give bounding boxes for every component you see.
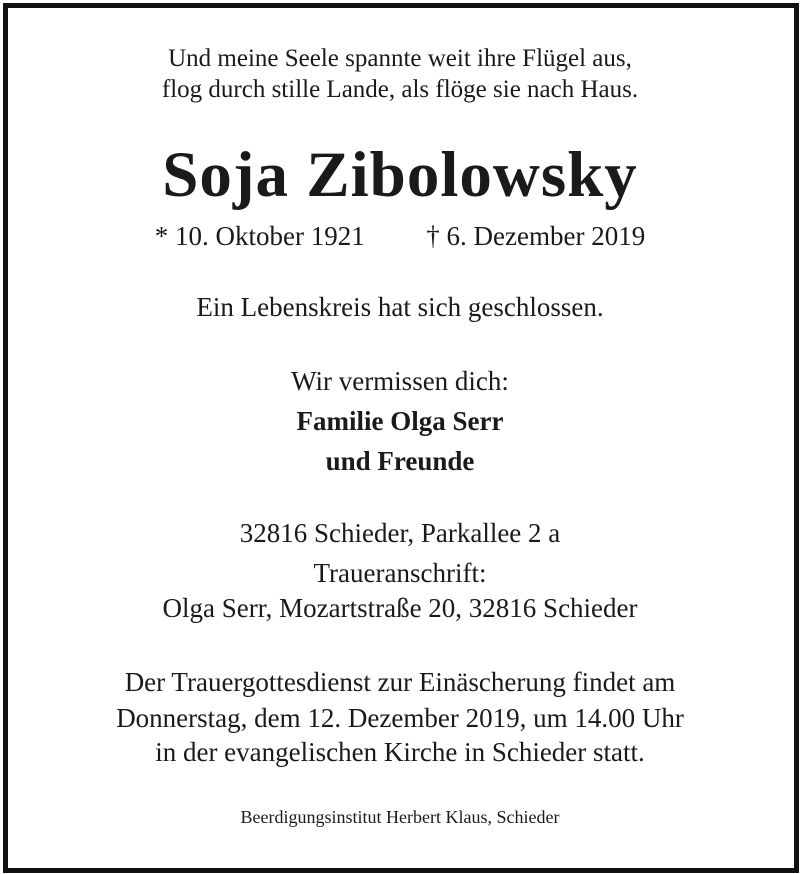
mourners-friends: und Freunde: [325, 446, 475, 476]
life-dates: [0, 220, 800, 252]
death-date: † 6. Dezember 2019: [426, 221, 646, 251]
service-line-3: in der evangelischen Kirche in Schieder statt.: [155, 737, 645, 767]
mourners-intro: Wir vermissen dich:: [291, 366, 509, 396]
service-line-2: Donnerstag, dem 12. Dezember 2019, um 14.00 Uhr: [116, 703, 684, 733]
birth-date: * 10. Oktober 1921: [154, 221, 365, 251]
mourning-address: Olga Serr, Mozartstraße 20, 32816 Schieder: [162, 593, 638, 623]
mourning-address-label: Traueranschrift:: [313, 558, 487, 588]
verse-line-2: flog durch stille Lande, als flöge sie nach Haus.: [161, 76, 639, 103]
verse-line-1: Und meine Seele spannte weit ihre Flügel aus,: [168, 45, 632, 72]
closing-message: Ein Lebenskreis hat sich geschlossen.: [196, 292, 604, 322]
mourners-family: Familie Olga Serr: [296, 406, 504, 436]
deceased-name: Soja Zibolowsky: [162, 139, 638, 211]
funeral-home: Beerdigungsinstitut Herbert Klaus, Schieder: [240, 807, 560, 827]
residence-address: 32816 Schieder, Parkallee 2 a: [239, 518, 561, 548]
service-line-1: Der Trauergottesdienst zur Einäscherung findet am: [124, 667, 676, 697]
